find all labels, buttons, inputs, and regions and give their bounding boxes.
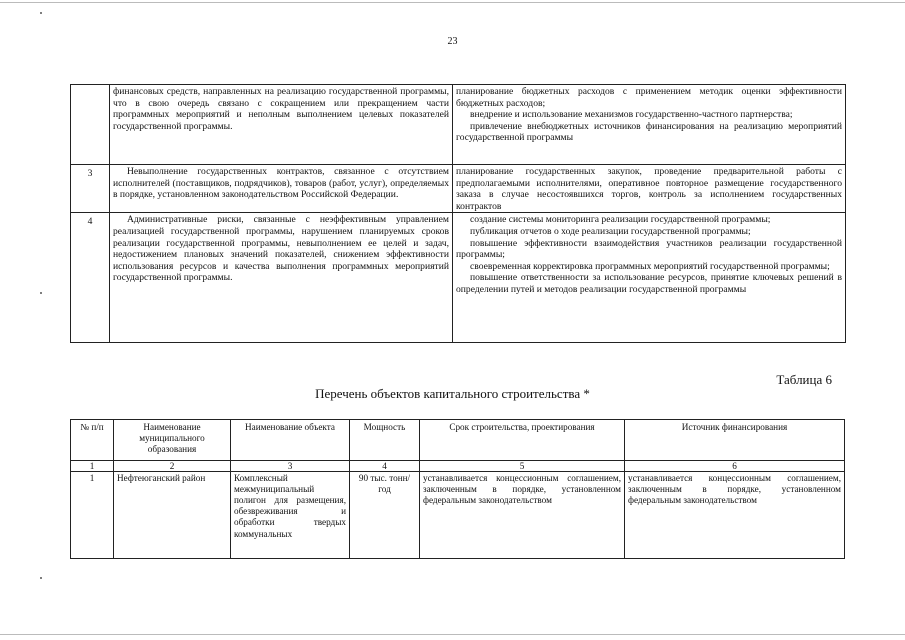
column-number-row [71,460,845,471]
risk-measures [453,85,846,165]
header-row [71,420,845,461]
financing-source-cell: устанавливается концессионным соглашением, заключенным в порядке, установленном федеральным законодательством [625,471,845,558]
top-edge-line [0,2,905,3]
table-caption: Таблица 6 [776,372,832,387]
row-number [71,85,110,165]
term-cell: устанавливается концессионным соглашением, заключенным в порядке, установленном федеральным законодательством [420,471,625,558]
risk-description: финансовых средств, направленных на реализацию государственной программы, что в свою очередь связано с сокращением или прекращением части программных мероприятий и неполным выполнением целевых показателей государственной программы. [110,85,453,165]
measure-item: планирование государственных закупок, проведение предварительной работы с предполагаемыми исполнителями, оперативное повторное размещение государственного заказа в случае несостоявшихся торгов, контроль за исполнением государственных контрактов [456,166,842,212]
row-number: 4 [71,213,110,343]
table-row [71,165,846,213]
table-title: Перечень объектов капитального строительства * [315,386,590,401]
column-number: 2 [114,460,231,471]
scan-dot [40,292,42,294]
measure-item: публикация отчетов о ходе реализации государственной программы; [470,225,751,237]
column-header: № п/п [71,420,114,461]
risk-measures [453,165,846,213]
row-number: 3 [71,165,110,213]
scan-dot [40,12,42,14]
column-header: Наименование объекта [231,420,350,461]
column-number: 5 [420,460,625,471]
column-number: 1 [71,460,114,471]
measure-item: планирование бюджетных расходов с применением методик оценки эффективности бюджетных расходов; [456,86,842,109]
column-number: 3 [231,460,350,471]
table-row [71,85,846,165]
capital-construction-table [70,419,845,559]
measure-item: внедрение и использование механизмов государственно-частного партнерства; [470,109,793,121]
measure-item: привлечение внебюджетных источников финансирования на реализацию мероприятий государственной программы [456,120,842,144]
municipality-cell: Нефтеюганский район [114,471,231,558]
table-row [71,471,845,558]
measure-item: повышение эффективности взаимодействия участников реализации государственной программы; [456,237,842,261]
risk-description: Административные риски, связанные с неэффективным управлением реализацией государственной программы, нарушением планируемых сроков реализации государственной программы, невыполнением ее целей и задач, недостижением плановых значений показателей, снижением эффективности использования ресурсов и качества выполнения программных мероприятий государственной программы. [110,213,453,343]
column-header: Наименование муниципального образования [114,420,231,461]
capacity-cell: 90 тыс. тонн/год [350,471,420,558]
measure-item: создание системы мониторинга реализации государственной программы; [470,214,771,226]
bottom-edge-line [0,634,905,635]
column-number: 4 [350,460,420,471]
risks-table [70,84,846,343]
column-header: Мощность [350,420,420,461]
column-number: 6 [625,460,845,471]
measure-item: повышение ответственности за использование ресурсов, принятие ключевых решений в определении путей и методов реализации государственной программы [456,272,842,295]
scan-dot [40,577,42,579]
table-row [71,213,846,343]
column-header: Срок строительства, проектирования [420,420,625,461]
measure-item: своевременная корректировка программных мероприятий государственной программы; [470,260,830,272]
risk-measures [453,213,846,343]
row-number: 1 [71,471,114,558]
column-header: Источник финансирования [625,420,845,461]
risk-description: Невыполнение государственных контрактов, связанное с отсутствием исполнителей (поставщиков, подрядчиков), товаров (работ, услуг), определяемых в порядке, установленном законодательством Российской Федерации. [110,165,453,213]
page-number: 23 [447,36,458,47]
object-name-cell: Комплексный межмуниципальный полигон для размещения, обезвреживания и обработки твердых коммунальных [231,471,350,558]
